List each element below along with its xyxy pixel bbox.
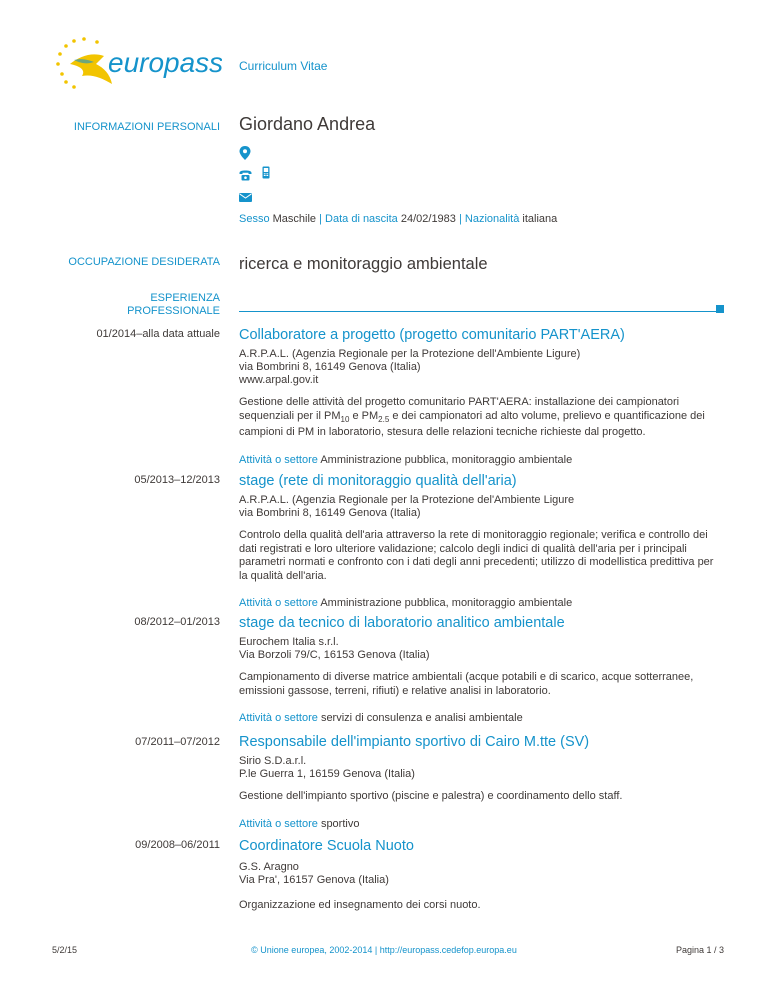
occupation-value: ricerca e monitoraggio ambientale [239,255,488,273]
dob-value: 24/02/1983 [400,213,456,225]
job-description: Campionamento di diverse matrice ambientali (acque potabili e di scarico, acque sotterranee, emissioni gassose, terreni, rifiuti) e relative analisi in laboratorio. [239,671,694,697]
footer-copyright[interactable]: © Unione europea, 2002-2014 | http://europass.cedefop.europa.eu [251,945,517,955]
org-line: via Bombrini 8, 16149 Genova (Italia) [239,361,421,373]
job-dates: 05/2013–12/2013 [134,474,220,486]
job-sector [239,597,719,610]
job-organization [239,755,719,781]
doc-type-label: Curriculum Vitae [239,59,328,73]
occupation-label: OCCUPAZIONE DESIDERATA [68,256,220,268]
footer-date: 5/2/15 [52,945,78,955]
experience-label-line1: ESPERIENZA [150,292,220,304]
sector-value: Amministrazione pubblica, monitoraggio ambientale [320,597,573,609]
job-title: stage (rete di monitoraggio qualità dell'aria) [239,473,517,489]
separator: | [319,213,322,225]
sector-value: servizi di consulenza e analisi ambientale [320,712,523,724]
org-line: G.S. Aragno [239,861,299,873]
org-line: A.R.P.A.L. (Agenzia Regionale per la Protezione del'Ambiente Ligure [239,494,575,506]
job-entry [239,837,719,913]
org-line: Sirio S.D.a.r.l. [239,755,307,767]
job-title: Collaboratore a progetto (progetto comunitario PART'AERA) [239,327,625,343]
org-website: www.arpal.gov.it [239,374,319,386]
job-organization [239,494,719,520]
job-sector [239,818,719,831]
job-organization [239,348,719,387]
desc-subscript: 2.5 [378,414,390,424]
desc-text: e PM [349,409,379,422]
job-description [239,396,719,440]
nationality-label: Nazionalità [464,213,520,225]
org-line: Via Borzoli 79/C, 16153 Genova (Italia) [239,649,430,661]
job-entry [239,614,719,725]
org-line: P.le Guerra 1, 16159 Genova (Italia) [239,768,415,780]
nationality-value: italiana [522,213,558,225]
job-title: Responsabile dell'impianto sportivo di Cairo M.tte (SV) [239,734,590,750]
experience-label [0,292,220,318]
sector-label: Attività o settore [239,597,318,609]
job-sector [239,454,719,467]
sector-label: Attività o settore [239,712,318,724]
sector-label: Attività o settore [239,817,318,830]
separator: | [458,213,462,225]
desc-text: e dei campionatori ad alto volume, prelievo e quantificazione dei campioni di PM in laboratorio, stesura delle relazioni tecniche richieste dal progetto. [239,409,705,439]
section-divider-marker [716,305,724,313]
job-description: Controlo della qualità dell'aria attraverso la rete di monitoraggio regionale; verifica e controllo dei dati registrati e loro ulteriore validazione; calcolo degli indici di qualità dell'aria per i principali parametri normati e confronto con i dati degli anni precedenti; utilizzo di modellistica predittiva per la qualità dell'aria. [239,529,714,582]
job-entry [239,472,719,610]
experience-label-line2: PROFESSIONALE [127,305,220,317]
europass-logo [52,34,222,94]
sector-label: Attività o settore [239,453,318,466]
job-dates: 07/2011–07/2012 [135,736,220,748]
desc-text: Gestione delle attività del progetto comunitario PART'AERA: installazione dei campionatori sequenziali per il PM [239,396,680,422]
page-number: Pagina 1 / 3 [675,945,724,955]
org-line: A.R.P.A.L. (Agenzia Regionale per la Protezione dell'Ambiente Ligure) [239,348,581,360]
job-sector [239,712,719,725]
section-divider [239,311,716,312]
personal-details [239,213,557,225]
email-icon [239,189,252,207]
dob-label: Data di nascita [325,213,398,225]
job-entry [239,326,719,467]
job-dates: 08/2012–01/2013 [134,616,220,628]
job-title: Coordinatore Scuola Nuoto [239,838,414,854]
job-description: Organizzazione ed insegnamento dei corsi nuoto. [239,899,481,911]
sex-label: Sesso [239,213,270,225]
job-dates: 01/2014–alla data attuale [96,328,220,340]
org-line: Eurochem Italia s.r.l. [239,636,339,648]
person-name: Giordano Andrea [239,114,376,134]
org-line: via Bombrini 8, 16149 Genova (Italia) [239,507,421,519]
mobile-icon [262,166,270,184]
sex-value: Maschile [272,213,317,225]
job-organization [239,861,719,887]
job-description: Gestione dell'impianto sportivo (piscine e palestra) e coordinamento dello staff. [239,790,623,802]
sector-value: Amministrazione pubblica, monitoraggio ambientale [320,453,573,466]
job-dates: 09/2008–06/2011 [135,839,220,851]
org-line: Via Pra', 16157 Genova (Italia) [239,874,389,886]
job-title: stage da tecnico di laboratorio analitico ambientale [239,615,565,631]
sector-value: sportivo [320,817,360,830]
phone-icon [239,168,252,186]
logo-text: europass [108,47,222,78]
job-entry [239,733,719,831]
job-organization [239,636,719,662]
personal-info-label: INFORMAZIONI PERSONALI [73,121,220,133]
desc-subscript: 10 [340,414,350,424]
location-icon [239,146,251,165]
